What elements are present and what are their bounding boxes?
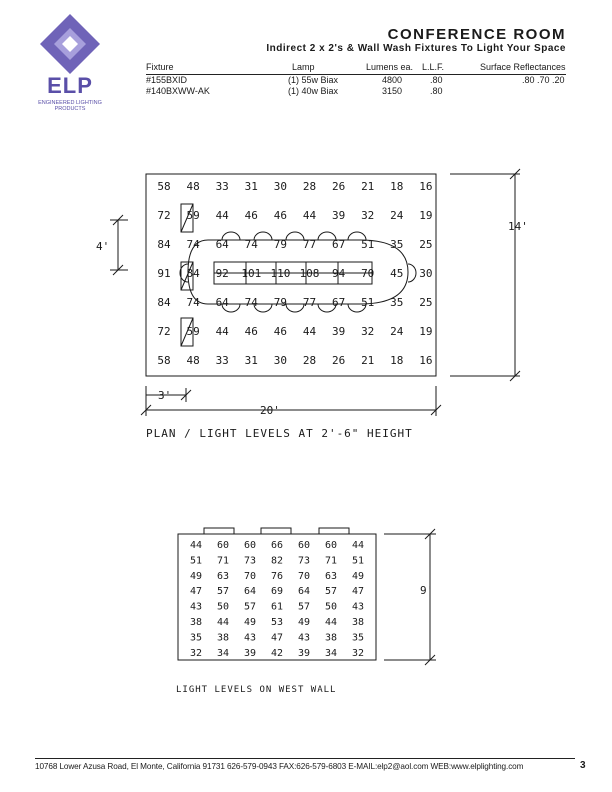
header-fixture: Fixture: [146, 62, 174, 72]
light-level-value: 63: [216, 570, 230, 582]
light-level-value: 19: [419, 325, 433, 338]
light-level-value: 74: [244, 238, 258, 251]
light-level-value: 84: [157, 296, 171, 309]
light-level-value: 50: [216, 601, 230, 613]
light-level-value: 43: [297, 632, 311, 644]
light-level-value: 71: [324, 555, 338, 567]
light-level-value: 46: [244, 209, 258, 222]
light-level-value: 48: [186, 180, 200, 193]
light-level-value: 64: [243, 586, 257, 598]
light-level-value: 51: [361, 296, 375, 309]
light-level-value: 77: [302, 296, 317, 309]
header-reflectances: Surface Reflectances: [480, 62, 566, 72]
light-level-value: 70: [297, 570, 311, 582]
light-level-value: 38: [324, 632, 338, 644]
fixture-reflectances: .80 .70 .20: [522, 75, 565, 85]
dim-offset: 3': [158, 389, 172, 402]
light-level-value: 91: [157, 267, 171, 280]
light-level-value: 64: [215, 238, 229, 251]
light-level-value: 32: [351, 647, 365, 659]
light-level-value: 26: [331, 354, 346, 367]
light-level-value: 39: [297, 647, 311, 659]
light-level-value: 30: [273, 180, 288, 193]
light-level-value: 73: [243, 555, 257, 567]
light-level-value: 82: [270, 555, 284, 567]
light-level-value: 18: [390, 180, 404, 193]
light-level-value: 44: [302, 209, 317, 222]
light-level-value: 64: [297, 586, 311, 598]
light-level-value: 59: [186, 209, 200, 222]
light-level-value: 30: [419, 267, 433, 280]
light-level-value: 74: [186, 296, 200, 309]
light-level-value: 47: [351, 586, 365, 598]
light-level-value: 57: [324, 586, 338, 598]
light-level-value: 110: [270, 267, 291, 280]
light-level-value: 74: [186, 238, 200, 251]
light-level-value: 63: [324, 570, 338, 582]
fixture-lumens: 4800: [382, 75, 403, 85]
light-level-value: 50: [324, 601, 338, 613]
light-level-value: 73: [297, 555, 311, 567]
light-level-value: 39: [331, 209, 346, 222]
light-level-value: 57: [243, 601, 257, 613]
wall-fixture: [261, 528, 291, 534]
chair: [286, 304, 304, 312]
light-level-value: 48: [186, 354, 200, 367]
light-level-value: 92: [215, 267, 229, 280]
light-level-value: 32: [361, 325, 375, 338]
light-level-value: 108: [299, 267, 320, 280]
light-level-value: 84: [157, 238, 171, 251]
light-level-value: 60: [243, 540, 257, 551]
light-level-value: 33: [215, 354, 229, 367]
page-number: 3: [580, 760, 586, 771]
light-level-value: 58: [157, 354, 171, 367]
chair: [286, 232, 304, 240]
light-level-value: 43: [243, 632, 257, 644]
fixture-lamp: (1) 55w Biax: [288, 75, 339, 85]
light-level-value: 31: [244, 354, 258, 367]
light-level-value: 57: [216, 586, 230, 598]
light-level-value: 51: [189, 555, 203, 567]
light-level-value: 64: [215, 296, 229, 309]
light-level-value: 35: [390, 238, 404, 251]
light-level-value: 47: [270, 632, 284, 644]
light-level-value: 28: [302, 354, 317, 367]
light-level-value: 18: [390, 354, 404, 367]
light-level-value: 49: [243, 617, 257, 628]
light-level-value: 69: [270, 586, 284, 598]
wall-caption: LIGHT LEVELS ON WEST WALL: [176, 685, 337, 695]
header-llf: L.L.F.: [422, 62, 445, 72]
light-level-value: 67: [331, 238, 346, 251]
light-level-value: 76: [270, 570, 284, 582]
light-level-value: 34: [324, 647, 338, 659]
light-level-value: 44: [351, 540, 365, 551]
dim-width: 20': [260, 404, 280, 417]
light-level-value: 35: [189, 632, 203, 644]
light-level-value: 25: [419, 238, 433, 251]
dim-table: 4': [96, 240, 110, 253]
light-level-value: 47: [189, 586, 203, 598]
footer-rule: [35, 758, 575, 759]
light-level-value: 26: [331, 180, 346, 193]
logo-text: ELP: [47, 73, 93, 98]
fixture-id: #155BXID: [146, 75, 188, 85]
light-level-value: 70: [243, 570, 257, 582]
light-level-value: 25: [419, 296, 433, 309]
light-level-value: 44: [302, 325, 317, 338]
light-level-value: 60: [216, 540, 230, 551]
light-level-value: 66: [270, 540, 284, 551]
fixture-llf: .80: [430, 86, 443, 96]
light-level-value: 61: [270, 601, 284, 613]
light-level-value: 21: [361, 354, 375, 367]
light-level-value: 49: [297, 617, 311, 628]
light-level-value: 59: [186, 325, 200, 338]
light-level-value: 79: [273, 296, 288, 309]
light-level-value: 44: [215, 325, 229, 338]
light-level-value: 16: [419, 354, 433, 367]
light-level-value: 101: [241, 267, 262, 280]
footer-address: 10768 Lower Azusa Road, El Monte, California 91731 626-579-0943 FAX:626-579-6803 E-MAIL:elp2@aol.com WEB:www.elplighting.com: [35, 762, 524, 771]
fixture-lumens: 3150: [382, 86, 403, 96]
light-level-value: 51: [361, 238, 375, 251]
light-level-value: 58: [157, 180, 171, 193]
light-level-value: 43: [351, 601, 365, 613]
light-level-value: 42: [270, 647, 284, 659]
light-level-value: 39: [243, 647, 257, 659]
light-level-value: 72: [157, 209, 171, 222]
header-lumens: Lumens ea.: [366, 62, 414, 72]
page-title: CONFERENCE ROOM: [387, 26, 566, 43]
light-level-value: 30: [273, 354, 288, 367]
wall-light-levels: [190, 540, 364, 659]
dim-depth: 14': [508, 220, 528, 233]
light-level-value: 46: [273, 209, 288, 222]
logo-subtitle: ENGINEERED LIGHTING PRODUCTS: [38, 100, 102, 112]
light-level-value: 28: [302, 180, 317, 193]
light-level-value: 35: [351, 632, 365, 644]
light-level-value: 44: [324, 617, 338, 628]
light-level-value: 46: [273, 325, 288, 338]
light-level-value: 49: [351, 570, 365, 582]
light-level-value: 60: [297, 540, 311, 551]
light-level-value: 33: [215, 180, 229, 193]
light-level-value: 24: [390, 209, 404, 222]
light-level-value: 71: [216, 555, 230, 567]
light-level-value: 51: [351, 555, 365, 567]
fixture-lamp: (1) 40w Biax: [288, 86, 339, 96]
wall-fixture: [319, 528, 349, 534]
light-level-value: 21: [361, 180, 375, 193]
light-level-value: 72: [157, 325, 171, 338]
light-level-value: 35: [390, 296, 404, 309]
light-level-value: 19: [419, 209, 433, 222]
light-level-value: 79: [273, 238, 288, 251]
light-level-value: 43: [189, 601, 203, 613]
light-level-value: 38: [189, 617, 203, 628]
dim-wall-height: 9': [420, 584, 434, 597]
light-level-value: 94: [331, 267, 346, 280]
light-level-value: 44: [189, 540, 203, 551]
light-level-value: 44: [215, 209, 229, 222]
fixture-id: #140BXWW-AK: [146, 86, 210, 96]
page-subtitle: Indirect 2 x 2's & Wall Wash Fixtures To Light Your Space: [266, 43, 566, 54]
chair: [408, 264, 416, 282]
light-level-value: 49: [189, 570, 203, 582]
light-level-value: 44: [216, 617, 230, 628]
light-level-value: 77: [302, 238, 317, 251]
light-level-value: 31: [244, 180, 258, 193]
light-level-value: 34: [216, 647, 230, 659]
light-level-value: 32: [189, 647, 203, 659]
light-level-value: 67: [331, 296, 346, 309]
light-level-value: 70: [361, 267, 375, 280]
light-level-value: 38: [216, 632, 230, 644]
light-level-value: 45: [390, 267, 404, 280]
light-level-value: 32: [361, 209, 375, 222]
light-level-value: 74: [244, 296, 258, 309]
light-level-value: 38: [351, 617, 365, 628]
wall-fixture: [204, 528, 234, 534]
light-level-value: 53: [270, 617, 284, 628]
fixture-llf: .80: [430, 75, 443, 85]
header-lamp: Lamp: [292, 62, 315, 72]
light-level-value: 39: [331, 325, 346, 338]
light-level-value: 60: [324, 540, 338, 551]
light-level-value: 84: [186, 267, 200, 280]
light-level-value: 57: [297, 601, 311, 613]
light-level-value: 46: [244, 325, 258, 338]
plan-caption: PLAN / LIGHT LEVELS AT 2'-6" HEIGHT: [146, 427, 413, 440]
light-level-value: 16: [419, 180, 433, 193]
light-level-value: 24: [390, 325, 404, 338]
